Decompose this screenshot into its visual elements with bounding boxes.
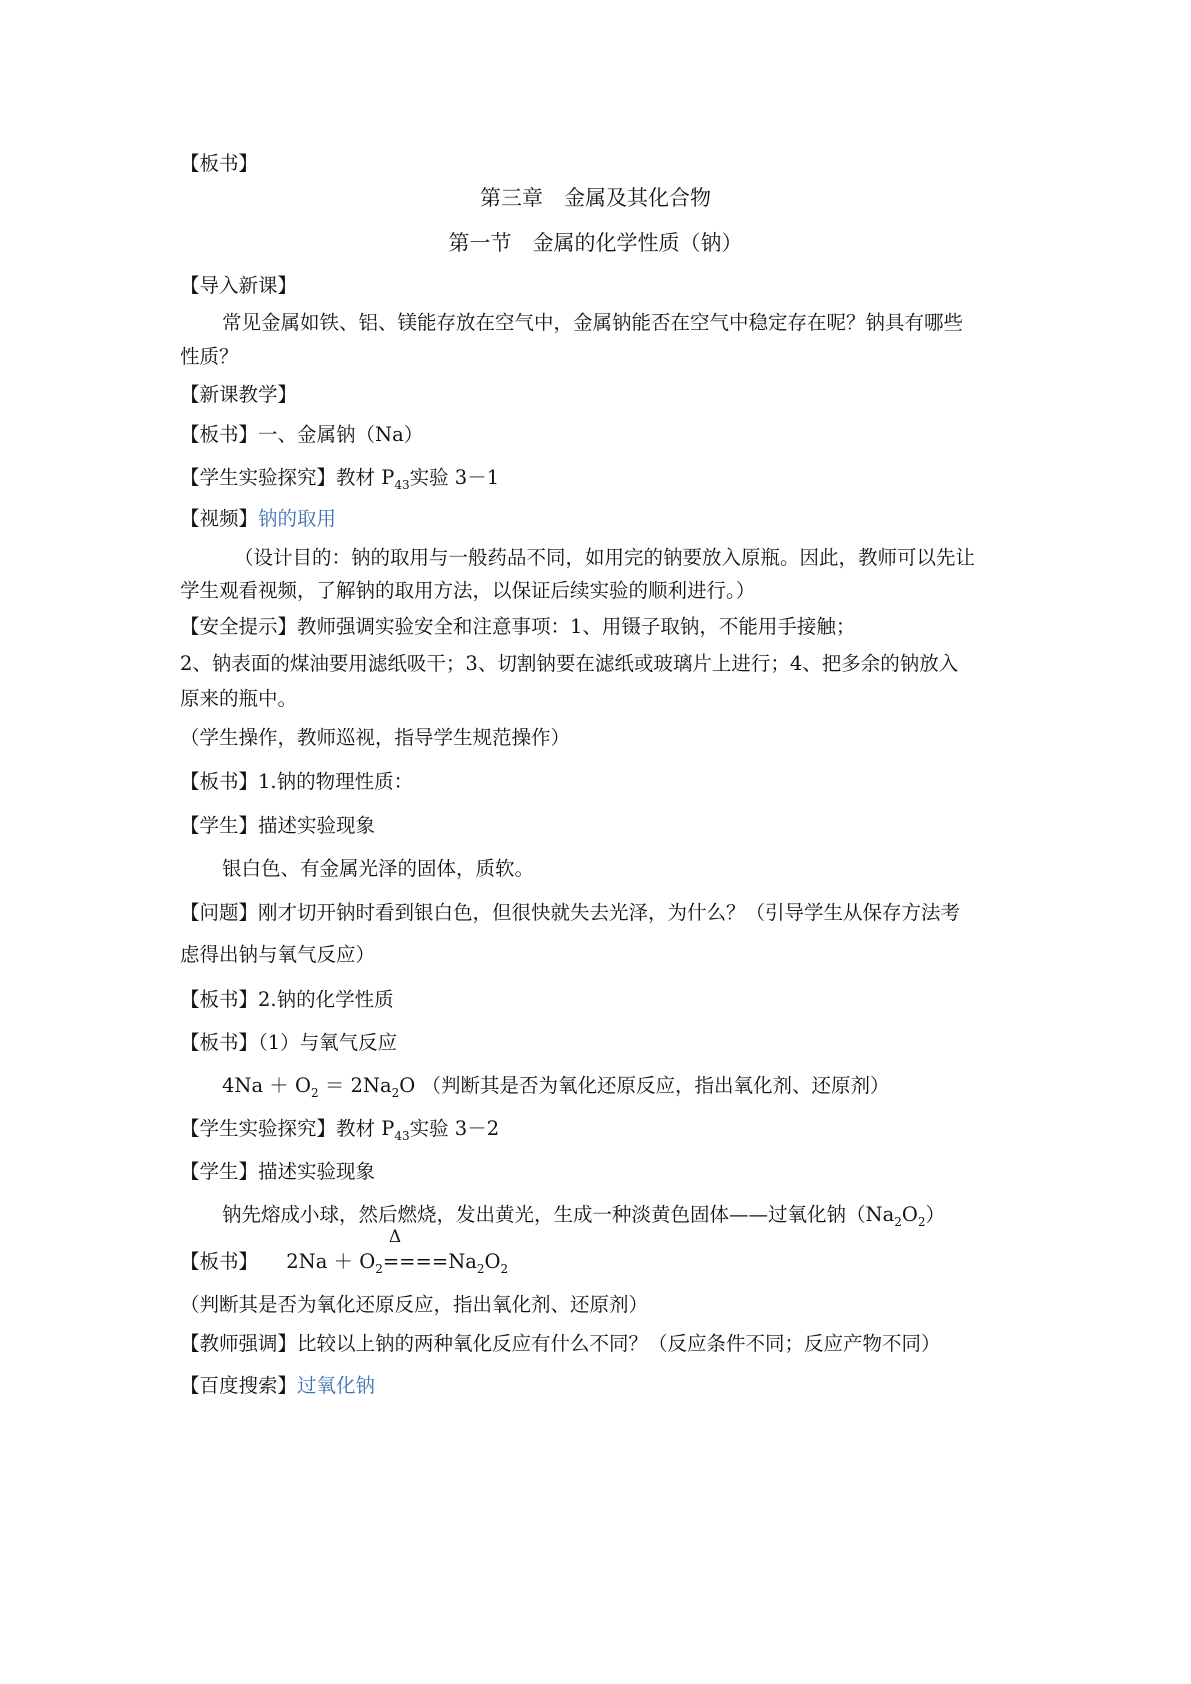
experiment-label: 【学生实验探究】教材 P [180,1117,395,1140]
intro-heading: 【导入新课】 [180,274,298,297]
board-label: 【板书】 [180,152,259,175]
subscript: 2 [375,1262,383,1276]
video-link[interactable]: 钠的取用 [258,507,337,530]
intro-text-line-1: 常见金属如铁、铝、镁能存放在空气中，金属钠能否在空气中稳定存在呢？钠具有哪些 [222,311,964,334]
subscript: 2 [894,1215,902,1229]
equation-1-part: 4Na ＋ O [222,1074,311,1097]
board-label-2: 【板书】 [180,1250,259,1273]
combustion-part: ） [925,1203,945,1226]
equation-2-part: Na [448,1250,477,1273]
question-line-1: 【问题】刚才切开钠时看到银白色，但很快就失去光泽，为什么？（引导学生从保存方法考 [180,901,961,924]
student-experiment-3-1 [180,464,499,492]
equation-2-part: O [484,1250,501,1273]
subscript: 2 [917,1215,926,1229]
equation-1-part: ＝ 2Na [318,1074,392,1097]
judge-redox-note: （判断其是否为氧化还原反应，指出氧化剂、还原剂） [180,1293,649,1316]
subscript: 2 [310,1086,319,1100]
equal-signs: ==== [382,1250,449,1273]
combustion-text [222,1201,945,1229]
heating-condition [382,1227,449,1276]
combustion-part: O [901,1203,918,1226]
section-title: 第一节 金属的化学性质（钠） [448,231,743,255]
combustion-part: 钠先熔成小球，然后燃烧，发出黄光，生成一种淡黄色固体——过氧化钠（Na [222,1203,895,1226]
student-describe-2: 【学生】描述实验现象 [180,1160,376,1183]
baidu-search-line [180,1372,375,1400]
video-label: 【视频】 [180,507,259,530]
page-subscript: 43 [394,1129,410,1143]
student-describe-1: 【学生】描述实验现象 [180,814,376,837]
sodium-peroxide-link[interactable]: 过氧化钠 [297,1374,376,1397]
student-experiment-3-2 [180,1115,499,1143]
board-chemical-properties: 【板书】2.钠的化学性质 [180,988,394,1011]
design-purpose-line-2: 学生观看视频，了解钠的取用方法，以保证后续实验的顺利进行。） [180,579,756,602]
intro-text-line-2: 性质？ [180,345,239,368]
subscript: 2 [476,1262,485,1276]
delta-symbol: Δ [388,1227,402,1247]
equation-2-line [180,1227,509,1276]
experiment-number: 实验 3－2 [409,1117,500,1140]
physical-property-text: 银白色、有金属光泽的固体，质软。 [222,857,535,880]
board-react-oxygen: 【板书】（1）与氧气反应 [180,1031,398,1054]
teacher-emphasis: 【教师强调】比较以上钠的两种氧化反应有什么不同？（反应条件不同；反应产物不同） [180,1332,941,1355]
safety-tip-line-3: 原来的瓶中。 [180,687,298,710]
experiment-number: 实验 3－1 [409,466,500,489]
student-operation-note: （学生操作，教师巡视，指导学生规范操作） [180,726,571,749]
new-lesson-heading: 【新课教学】 [180,383,298,406]
board-metal-sodium: 【板书】一、金属钠（Na） [180,423,424,446]
baidu-label: 【百度搜索】 [180,1374,298,1397]
equation-1-part: O （判断其是否为氧化还原反应，指出氧化剂、还原剂） [399,1074,890,1097]
equation-2-part: 2Na ＋ O [286,1250,376,1273]
board-physical-properties: 【板书】1.钠的物理性质： [180,770,414,793]
equation-1 [222,1072,889,1100]
question-line-2: 虑得出钠与氧气反应） [180,943,376,966]
safety-tip-line-1: 【安全提示】教师强调实验安全和注意事项：1、用镊子取钠，不能用手接触； [180,615,856,638]
subscript: 2 [500,1262,509,1276]
chapter-title: 第三章 金属及其化合物 [480,186,711,210]
safety-tip-line-2: 2、钠表面的煤油要用滤纸吸干；3、切割钠要在滤纸或玻璃片上进行；4、把多余的钠放入 [180,652,959,675]
video-line [180,505,336,533]
design-purpose-line-1: （设计目的：钠的取用与一般药品不同，如用完的钠要放入原瓶。因此，教师可以先让 [234,546,976,569]
subscript: 2 [391,1086,400,1100]
experiment-label: 【学生实验探究】教材 P [180,466,395,489]
page-subscript: 43 [394,478,410,492]
